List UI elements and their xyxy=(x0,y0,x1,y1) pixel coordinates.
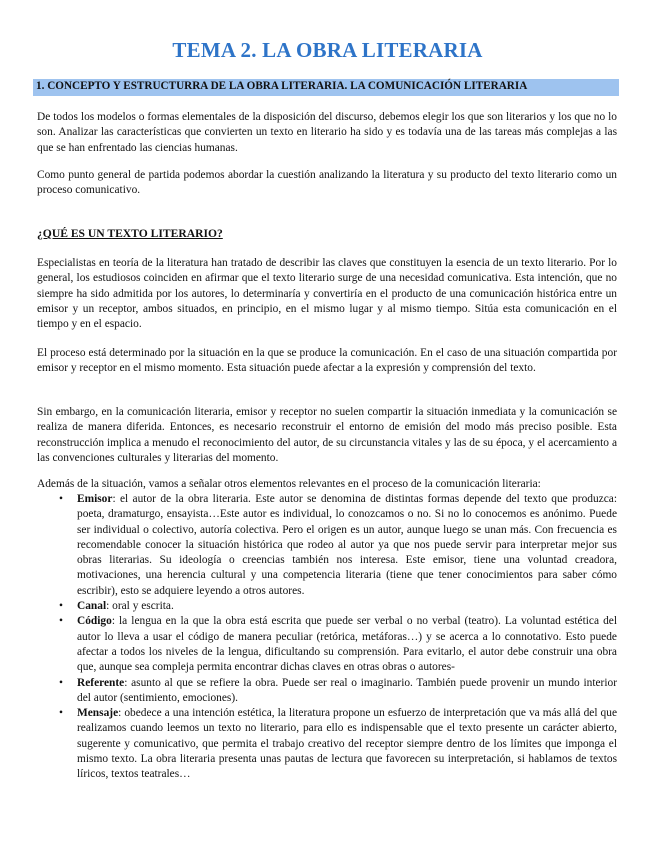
term-codigo: Código xyxy=(77,615,112,628)
paragraph-elementos: Además de la situación, vamos a señalar otros elementos relevantes en el proceso de la comunicación literaria: xyxy=(37,478,541,490)
bullet-icon: • xyxy=(59,493,63,505)
list-item-codigo xyxy=(37,614,617,675)
bullet-icon: • xyxy=(59,676,63,689)
bullet-icon: • xyxy=(59,600,63,613)
paragraph-intro: De todos los modelos o formas elementales de la disposición del discurso, debemos elegir los que son literarios y los que no lo son. Analizar las características que convierten un texto en literario ha sido y es todavía una de las tareas más complejas a las que se han enfrentado las ciencias humanas. xyxy=(37,111,617,154)
bullet-icon: • xyxy=(59,707,63,720)
bullet-icon: • xyxy=(59,615,63,628)
paragraph-punto-partida: Como punto general de partida podemos abordar la cuestión analizando la literatura y su producto del texto literario como un proceso comunicativo. xyxy=(37,169,617,197)
text-codigo: : la lengua en la que la obra está escrita que puede ser verbal o no verbal (teatro). La voluntad estética del autor lo lleva a usar el código de manera peculiar (retórica, metáforas…) y se acerca a lo connotativo. Esto puede afectar a todos los niveles de la lengua, dificultando su comprensión. Para evitarlo, el autor debe construir una obra que, aunque sea compleja permita encontrar dichas claves en otras obras o autores- xyxy=(77,615,617,674)
section-heading-bar xyxy=(33,79,619,96)
text-emisor: : el autor de la obra literaria. Este autor se denomina de distintas formas depende del texto que produzca: poeta, dramaturgo, ensayista…Este autor es individual, lo conozcamos o no. Si no lo conocemos es anónimo. Puede ser individual o colectivo, autoría colectiva. Pero el origen es un autor, aunque luego se unan más. Con frecuencia es recomendable conocer la situación histórica que rodeo al autor ya que nos puede servir para interpretar mejor sus obras literarias. Su ideología o creencias también nos interesa. Este emisor, tiene una voluntad creadora, motivaciones, una herencia cultural y una competencia literaria (tiene que tener conocimientos para saber cómo escribir), esto se adquiere leyendo a otros autores. xyxy=(77,493,617,597)
term-referente: Referente xyxy=(77,676,125,689)
term-canal: Canal xyxy=(77,600,107,613)
list-item-canal xyxy=(37,599,617,614)
section-heading-concepto: 1. CONCEPTO Y ESTRUCTURRA DE LA OBRA LITERARIA. LA COMUNICACIÓN LITERARIA xyxy=(36,80,528,92)
list-item-emisor xyxy=(37,492,617,599)
term-emisor: Emisor xyxy=(77,493,113,505)
term-mensaje: Mensaje xyxy=(77,707,119,720)
text-canal: : oral y escrita. xyxy=(106,600,174,613)
paragraph-proceso: El proceso está determinado por la situación en la que se produce la comunicación. En el caso de una situación compartida por emisor y receptor en el mismo momento. Esta situación puede afectar a la expresión y comprensión del texto. xyxy=(37,347,617,375)
elements-list xyxy=(37,492,617,783)
paragraph-especialistas: Especialistas en teoría de la literatura han tratado de describir las claves que constituyen la esencia de un texto literario. Por lo general, los estudiosos coinciden en afirmar que el texto literario surge de una necesidad comunicativa. Esta intención, que no siempre ha sido admitida por los autores, lo determinaría y convertiría en el producto de una comunicación histórica entre un emisor y un receptor, ambos situados, en principio, en el mismo lugar y al mismo tiempo. Sitúa esta comunicación en el tiempo y en el espacio. xyxy=(37,257,617,331)
text-mensaje: : obedece a una intención estética, la literatura propone un esfuerzo de interpretación que va más allá del que realizamos cuando leemos un texto no literario, para ello es indispensable que el texto presente un carácter abierto, sugerente y comunicativo, que permita el trabajo creativo del receptor siempre dentro de los límites que imponga el mismo texto. La obra literaria presenta unas pautas de lectura que favorecen su interpretación, si hablamos de textos líricos, textos teatrales… xyxy=(77,707,617,781)
document-title: TEMA 2. LA OBRA LITERARIA xyxy=(172,38,483,62)
paragraph-sin-embargo: Sin embargo, en la comunicación literaria, emisor y receptor no suelen compartir la situación inmediata y la comunicación se realiza de manera diferida. Entonces, es necesario reconstruir el entorno de emisión del modo más preciso posible. Esta reconstrucción implica a menudo el reconocimiento del autor, de su circunstancia vitales y las de su época, y el acercamiento a las convenciones culturales y literarias del momento. xyxy=(37,406,617,464)
text-referente: : asunto al que se refiere la obra. Puede ser real o imaginario. También puede provenir un mundo interior del autor (sentimiento, emociones). xyxy=(77,676,617,704)
section-heading-texto-literario: ¿QUÉ ES UN TEXTO LITERARIO? xyxy=(37,227,223,240)
list-item-referente xyxy=(37,676,617,707)
list-item-mensaje xyxy=(37,706,617,782)
